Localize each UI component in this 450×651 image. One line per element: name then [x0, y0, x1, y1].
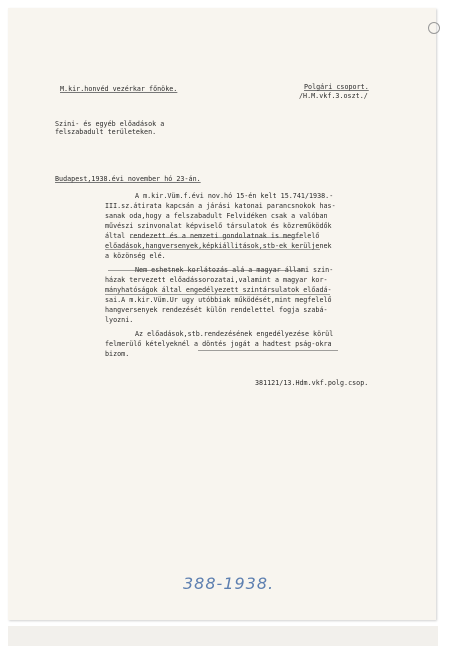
subject-line-2: felszabadult területeken. — [55, 128, 157, 136]
body-line: mányhatóságok által engedélyezett szintársulatok előadá- — [105, 286, 332, 294]
pencil-underline — [105, 249, 320, 250]
punch-hole — [428, 22, 440, 34]
body-line: Az előadások,stb.rendezésének engedélyezése körül — [135, 330, 334, 338]
pencil-underline — [130, 237, 300, 238]
pencil-underline — [105, 294, 330, 295]
department-name: Polgári csoport. — [304, 83, 369, 91]
department-reference: /H.M.vkf.3.oszt./ — [299, 92, 368, 100]
pencil-underline — [108, 270, 303, 271]
reference-number: 381121/13.Hdm.vkf.polg.csop. — [255, 379, 369, 387]
sender-line: M.kir.honvéd vezérkar főnöke. — [60, 85, 178, 93]
dateline: Budapest,1938.évi november hó 23-án. — [55, 175, 201, 183]
body-line: hangversenyek rendezését külön rendelettel fogja szabá- — [105, 306, 328, 314]
body-line: a közönség elé. — [105, 252, 166, 260]
page-edge — [8, 626, 438, 646]
body-line: sanak oda,hogy a felszabadult Felvidéken csak a valóban — [105, 212, 328, 220]
document-page — [8, 8, 436, 620]
subject-line-1: Szini- és egyéb előadások a — [55, 120, 165, 128]
body-line: felmerülő kételyeknél a döntés jogát a hadtest pság-okra — [105, 340, 332, 348]
body-line: művészi szinvonalat képviselő társulatok és közreműködők — [105, 222, 332, 230]
body-line: Nem eshetnek korlátozás alá a magyar állami szin- — [135, 266, 334, 274]
pencil-underline — [198, 350, 338, 351]
body-line: III.sz.átirata kapcsán a járási katonai parancsnokok has- — [105, 202, 336, 210]
body-line: A m.kir.Vüm.f.évi nov.hó 15-én kelt 15.741/1938.- — [135, 192, 334, 200]
body-line: előadások,hangversenyek,képkiállitások,stb-ek kerüljenek — [105, 242, 332, 250]
body-line: sai.A m.kir.Vüm.Ur ugy utóbbiak működését,mint megfelelő — [105, 296, 332, 304]
handwritten-number: 388-1938. — [183, 574, 275, 593]
body-line: által rendezett és a nemzeti gondolatnak is megfelelő — [105, 232, 320, 240]
body-line: lyozni. — [105, 316, 134, 324]
body-line: bizom. — [105, 350, 130, 358]
body-line: házak tervezett előadássorozatai,valamint a magyar kor- — [105, 276, 328, 284]
